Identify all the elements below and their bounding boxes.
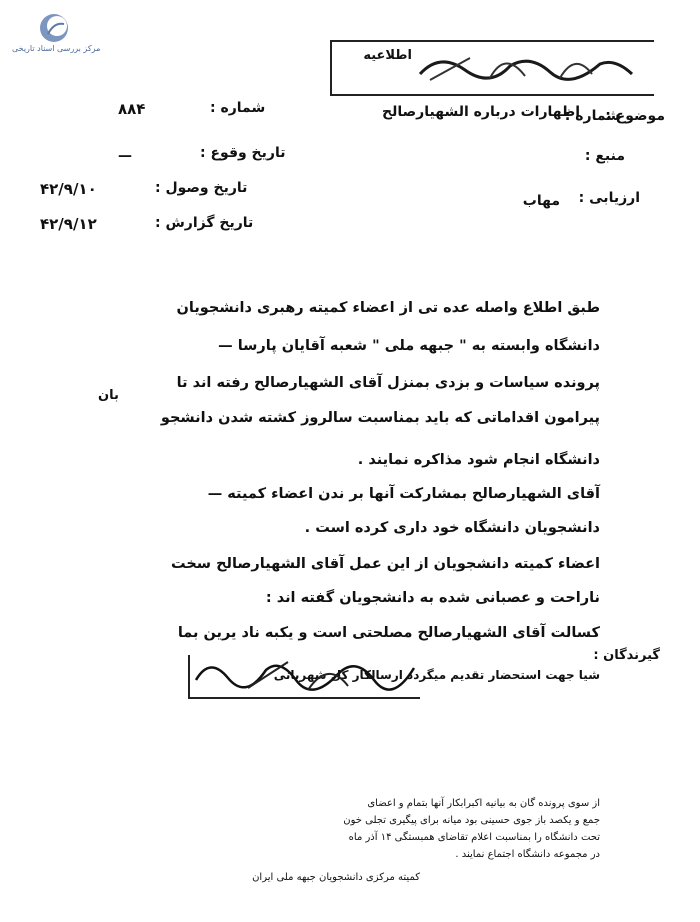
date-received-value: ۴۲/۹/۱۰ <box>40 180 97 198</box>
body-line: دانشجویان دانشگاه خود داری کرده است . <box>304 520 600 536</box>
date-received-label: تاریخ وصول : <box>155 180 248 196</box>
footer-line: جمع و یکصد باز جوی حسینی بود میانه برای پیگیری تجلی خون <box>343 815 600 826</box>
source-label: منبع : <box>584 148 625 164</box>
body-line: پیرامون اقداماتی که باید بمناسبت سالروز کشته شدن دانشجو <box>160 410 600 426</box>
distribution-note: شیا جهت استحضار تقدیم میگردد ارسالکار کل شهربانی <box>273 668 600 682</box>
footer-line: از سوی پرونده گان به بیانیه اکبرابکار آنها بتمام و اعضای <box>367 798 600 809</box>
date-issued-label: تاریخ وقوع : <box>200 145 286 161</box>
subject-value: اظهارات درباره الشهیارصالح <box>382 104 580 120</box>
footer-line: تحت دانشگاه را بمناسبت اعلام تقاضای همبستگی ۱۴ آذر ماه <box>348 832 600 843</box>
evaluation-label: ارزیابی : <box>578 190 640 206</box>
date-report-label: تاریخ گزارش : <box>155 215 254 231</box>
number-label-left: شماره : <box>210 100 266 116</box>
handwritten-signature <box>188 650 418 696</box>
handwritten-stamp <box>410 44 640 88</box>
recipients-label: گیرندگان : <box>593 648 660 663</box>
body-line: پرونده سیاسات و بزدی بمنزل آقای الشهیارصالح رفته اند تا <box>176 375 600 391</box>
subject-label: موضوع : <box>605 108 665 124</box>
date-report-value: ۴۲/۹/۱۲ <box>40 215 97 233</box>
number-value: ۸۸۴ <box>118 100 146 118</box>
watermark-text: مرکز بررسی اسناد تاریخی <box>12 44 101 53</box>
body-line: دانشگاه انجام شود مذاکره نمایند . <box>357 452 600 468</box>
body-line: اعضاء کمیته دانشجویان از این عمل آقای الشهیارصالح سخت <box>170 556 600 572</box>
footer-line: در مجموعه دانشگاه اجتماع نمایند . <box>455 849 600 860</box>
margin-note: بان <box>98 388 119 403</box>
body-line: طبق اطلاع واصله عده تی از اعضاء کمیته رهبری دانشجویان <box>176 300 600 316</box>
evaluation-value: مهاب <box>522 193 560 209</box>
date-issued-value: — <box>118 148 132 164</box>
body-line: کسالت آقای الشهیارصالح مصلحتی است و یکبه ناد یرین بما <box>177 625 600 641</box>
body-line: ناراحت و عصبانی شده به دانشجویان گفته اند : <box>265 590 600 606</box>
footer-signature-line: کمیته مرکزی دانشجویان جبهه ملی ایران <box>252 872 420 883</box>
archive-logo-icon <box>38 12 70 44</box>
classification-label: اطلاعیه <box>363 48 412 63</box>
body-line: آقای الشهیارصالح بمشارکت آنها بر ندن اعضاء کمیته — <box>207 486 600 502</box>
body-line: دانشگاه وابسته به " جبهه ملی " شعبه آقایان پارسا — <box>218 338 600 354</box>
number-label: شماره : <box>564 108 620 124</box>
